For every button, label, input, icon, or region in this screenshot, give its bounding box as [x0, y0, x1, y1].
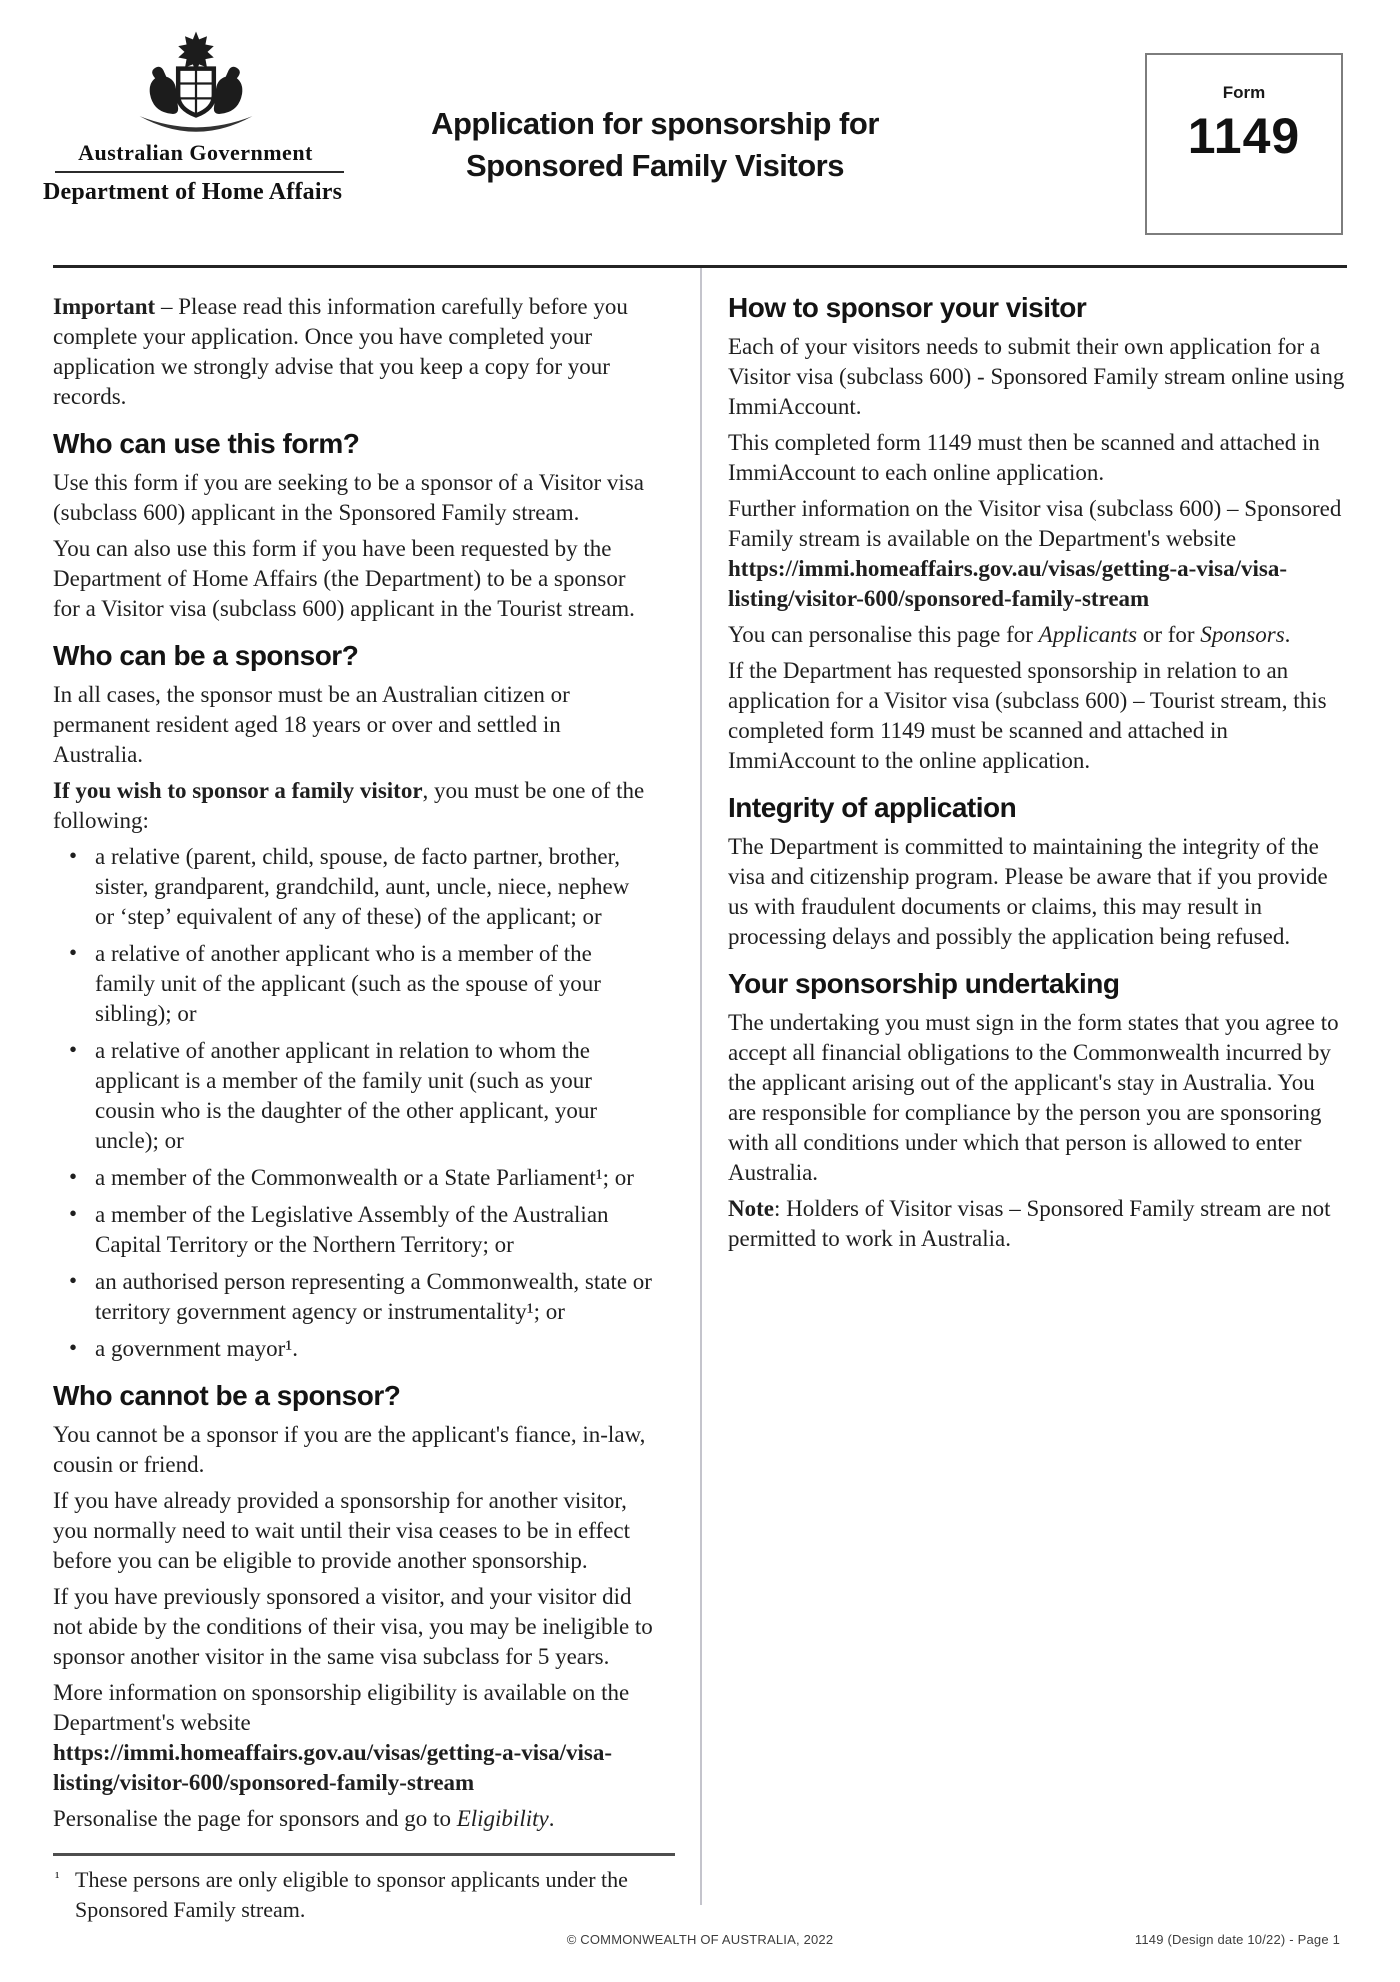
right-column: [728, 292, 1348, 1260]
list-item-text: a government mayor¹.: [95, 1336, 298, 1361]
paragraph: [53, 776, 653, 836]
left-column: [53, 292, 653, 1840]
list-item: [53, 1163, 653, 1193]
bullet-icon: •: [69, 843, 78, 868]
paragraph: In all cases, the sponsor must be an Australian citizen or permanent resident aged 18 years or over and settled in Australia.: [53, 682, 570, 767]
list-item-text: an authorised person representing a Commonwealth, state or territory government agency or instrumentality¹; or: [95, 1269, 652, 1324]
paragraph: Each of your visitors needs to submit their own application for a Visitor visa (subclass 600) - Sponsored Family stream online using ImmiAccount.: [728, 334, 1345, 419]
paragraph: If you have previously sponsored a visitor, and your visitor did not abide by the conditions of their visa, you may be ineligible to sponsor another visitor in the same visa subclass for 5 years.: [53, 1584, 653, 1669]
paragraph: You cannot be a sponsor if you are the applicant's fiance, in-law, cousin or friend.: [53, 1422, 646, 1477]
section-heading-integrity: Integrity of application: [728, 792, 1017, 823]
paragraph: If you have already provided a sponsorship for another visitor, you normally need to wait until their visa ceases to be in effect before you can be eligible to provide another sponsorship.: [53, 1488, 630, 1573]
list-item: [53, 842, 653, 932]
form-number: 1149: [1187, 108, 1301, 164]
note-label: Note: [728, 1196, 774, 1221]
italic-text: Eligibility: [456, 1806, 549, 1831]
list-item-text: a relative of another applicant who is a member of the family unit of the applicant (such as the spouse of your sibling); or: [95, 941, 601, 1026]
form-number-box: [1145, 53, 1343, 235]
footnote: [53, 1853, 675, 1925]
paragraph: The undertaking you must sign in the form states that you agree to accept all financial obligations to the Commonwealth incurred by the applicant arising out of the applicant's stay in Australia. You are responsible for compliance by the person you are sponsoring with all conditions under which that person is allowed to enter Australia.: [728, 1010, 1339, 1185]
paragraph-text: , you must be one of the following:: [53, 778, 645, 833]
crest-divider: [55, 171, 344, 173]
bullet-icon: •: [69, 1201, 78, 1226]
form-title-line1: Application for sponsorship for: [431, 106, 879, 141]
sponsored-family-stream-url: https://immi.homeaffairs.gov.au/visas/getting-a-visa/visa-listing/visitor-600/sponsored-family-stream: [728, 556, 1288, 611]
footer-page-info: 1149 (Design date 10/22) - Page 1: [1134, 1932, 1340, 1947]
paragraph: The Department is committed to maintaining the integrity of the visa and citizenship program. Please be aware that if you provide us with fraudulent documents or claims, this may result in processing delays and possibly the application being refused.: [728, 834, 1328, 949]
section-heading-who-can-be: Who can be a sponsor?: [53, 640, 359, 671]
australian-coat-of-arms-icon: [121, 30, 271, 134]
form-title: [400, 103, 910, 187]
list-item-text: a relative (parent, child, spouse, de facto partner, brother, sister, grandparent, grandchild, aunt, uncle, niece, nephew or ‘step’ equivalent of any of these) of the applicant; or: [95, 844, 630, 929]
list-item: [53, 1036, 653, 1156]
note-paragraph: [728, 1194, 1348, 1254]
italic-text: Applicants: [1038, 622, 1138, 647]
paragraph: You can also use this form if you have been requested by the Department of Home Affairs (the Department) to be a sponsor for a Visitor visa (subclass 600) applicant in the Tourist stream.: [53, 536, 635, 621]
paragraph-text: Personalise the page for sponsors and go to: [53, 1806, 457, 1831]
column-divider: [700, 268, 702, 1905]
list-item: [53, 1200, 653, 1260]
list-item-text: a relative of another applicant in relation to whom the applicant is a member of the family unit (such as your cousin who is the daughter of the other applicant, your uncle); or: [95, 1038, 598, 1153]
footer-copyright: © COMMONWEALTH OF AUSTRALIA, 2022: [566, 1932, 834, 1947]
paragraph: If the Department has requested sponsorship in relation to an application for a Visitor visa (subclass 600) – Tourist stream, this completed form 1149 must be scanned and attached in ImmiAccount to the online application.: [728, 658, 1327, 773]
section-heading-how-to-sponsor: How to sponsor your visitor: [728, 292, 1087, 323]
sponsor-eligibility-list: [53, 842, 653, 1364]
form-title-line2: Sponsored Family Visitors: [466, 148, 844, 183]
paragraph: [728, 620, 1348, 650]
paragraph-text: .: [1284, 622, 1291, 647]
paragraph-text: Further information on the Visitor visa (subclass 600) – Sponsored Family stream is available on the Department's website: [728, 496, 1342, 551]
department-name: Department of Home Affairs: [43, 179, 343, 205]
section-heading-who-cannot: Who cannot be a sponsor?: [53, 1380, 401, 1411]
important-text: – Please read this information carefully before you complete your application. Once you have completed your application we strongly advise that you keep a copy for your records.: [53, 294, 628, 409]
bullet-icon: •: [69, 1335, 78, 1360]
form-label: Form: [1222, 83, 1266, 102]
paragraph: [53, 1678, 653, 1798]
footnote-marker: ¹: [55, 1870, 60, 1886]
list-item: [53, 1267, 653, 1327]
bullet-icon: •: [69, 940, 78, 965]
paragraph: Use this form if you are seeking to be a sponsor of a Visitor visa (subclass 600) applicant in the Sponsored Family stream.: [53, 470, 644, 525]
paragraph: [53, 1804, 653, 1834]
list-item: [53, 1334, 653, 1364]
emphasis-text: If you wish to sponsor a family visitor: [53, 778, 423, 803]
paragraph-text: You can personalise this page for: [728, 622, 1039, 647]
government-name: Australian Government: [78, 140, 313, 165]
list-item-text: a member of the Commonwealth or a State Parliament¹; or: [95, 1165, 634, 1190]
bullet-icon: •: [69, 1164, 78, 1189]
paragraph-text: or for: [1137, 622, 1201, 647]
note-text: : Holders of Visitor visas – Sponsored Family stream are not permitted to work in Australia.: [728, 1196, 1331, 1251]
section-heading-undertaking: Your sponsorship undertaking: [728, 968, 1120, 999]
important-label: Important: [53, 294, 156, 319]
paragraph: This completed form 1149 must then be scanned and attached in ImmiAccount to each online application.: [728, 430, 1320, 485]
sponsorship-info-url: https://immi.homeaffairs.gov.au/visas/getting-a-visa/visa-listing/visitor-600/sponsored-family-stream: [53, 1740, 613, 1795]
footnote-body: [53, 1865, 675, 1925]
list-item: [53, 939, 653, 1029]
footnote-text: These persons are only eligible to sponsor applicants under the Sponsored Family stream.: [75, 1867, 628, 1922]
italic-text: Sponsors: [1200, 622, 1285, 647]
list-item-text: a member of the Legislative Assembly of the Australian Capital Territory or the Northern Territory; or: [95, 1202, 609, 1257]
paragraph-text: .: [548, 1806, 555, 1831]
paragraph-text: More information on sponsorship eligibility is available on the Department's website: [53, 1680, 630, 1735]
bullet-icon: •: [69, 1037, 78, 1062]
paragraph: [728, 494, 1348, 614]
important-notice: [53, 292, 653, 412]
agency-identity-block: [43, 30, 348, 206]
section-heading-who-can-use: Who can use this form?: [53, 428, 360, 459]
bullet-icon: •: [69, 1268, 78, 1293]
